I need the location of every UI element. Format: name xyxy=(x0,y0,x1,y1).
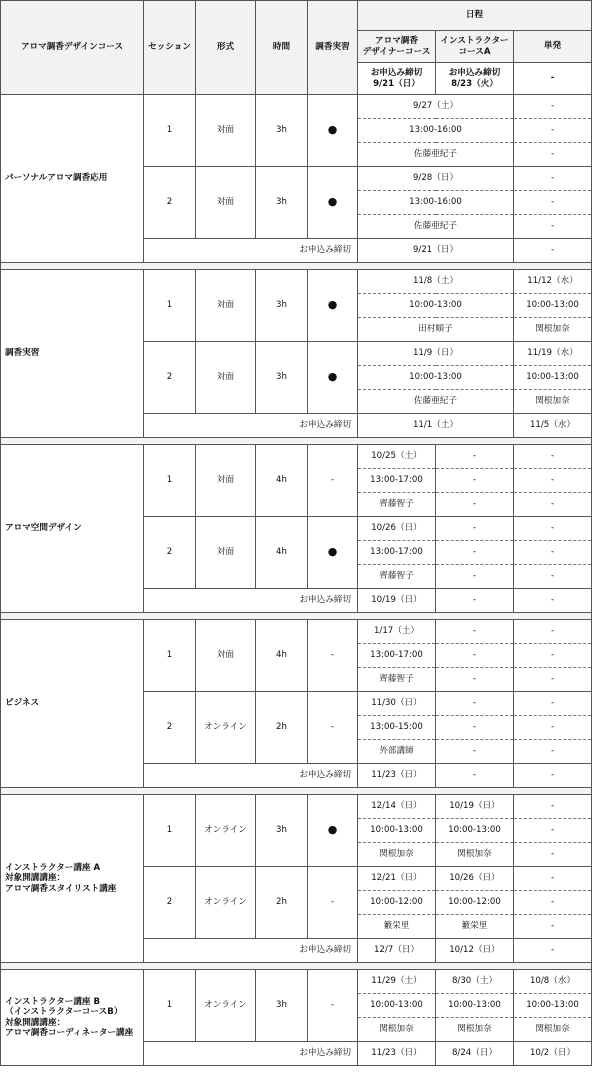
deadline-value: - xyxy=(436,589,514,613)
schedule-cell: 齊藤智子 xyxy=(358,565,436,589)
schedule-cell: 佐藤亜紀子 xyxy=(358,143,514,167)
deadline-value: - xyxy=(514,239,592,263)
schedule-cell: - xyxy=(436,493,514,517)
session-num: 1 xyxy=(144,620,196,692)
header-session: セッション xyxy=(144,1,196,95)
header-time: 時間 xyxy=(256,1,308,95)
schedule-cell: - xyxy=(514,843,592,867)
session-practice: - xyxy=(308,970,358,1042)
schedule-cell: 田村順子 xyxy=(358,318,514,342)
session-time: 3h xyxy=(256,342,308,414)
course-name-line: （インストラクターコースB） xyxy=(5,1007,123,1018)
deadline-value: 9/21（日） xyxy=(358,239,514,263)
schedule-cell: - xyxy=(514,541,592,565)
session-time: 3h xyxy=(256,970,308,1042)
deadline-value: - xyxy=(514,589,592,613)
table-row xyxy=(1,270,592,294)
course-name-line: インストラクター講座 A xyxy=(5,863,101,874)
header-single: 単発 xyxy=(514,31,592,63)
spacer-cell xyxy=(1,263,592,270)
schedule-cell: 11/9（日） xyxy=(358,342,514,366)
deadline-value: - xyxy=(436,764,514,788)
spacer-cell xyxy=(1,438,592,445)
schedule-cell: 13:00-16:00 xyxy=(358,119,514,143)
schedule-cell: - xyxy=(436,517,514,541)
schedule-cell: 10:00-13:00 xyxy=(358,294,514,318)
schedule-cell: - xyxy=(436,620,514,644)
session-practice: ● xyxy=(308,517,358,589)
session-practice: ● xyxy=(308,795,358,867)
schedule-body xyxy=(1,95,592,1066)
schedule-cell: 10/26（日） xyxy=(358,517,436,541)
session-time: 2h xyxy=(256,692,308,764)
session-practice: - xyxy=(308,620,358,692)
header-deadline-instructor: お申込み締切 8/23（火） xyxy=(436,63,514,95)
header-schedule: 日程 xyxy=(358,1,592,31)
session-time: 4h xyxy=(256,620,308,692)
course-name xyxy=(1,95,144,263)
schedule-cell: 9/28（日） xyxy=(358,167,514,191)
schedule-cell: 齊藤智子 xyxy=(358,493,436,517)
schedule-cell: - xyxy=(514,668,592,692)
schedule-cell: 関根加奈 xyxy=(514,318,592,342)
group-spacer xyxy=(1,438,592,445)
schedule-cell: 10:00-12:00 xyxy=(436,891,514,915)
schedule-cell: - xyxy=(514,915,592,939)
schedule-cell: - xyxy=(514,867,592,891)
schedule-cell: 10:00-12:00 xyxy=(358,891,436,915)
session-num: 1 xyxy=(144,95,196,167)
deadline-value: - xyxy=(514,939,592,963)
session-format: 対面 xyxy=(196,342,256,414)
schedule-cell: - xyxy=(436,445,514,469)
schedule-cell: - xyxy=(514,795,592,819)
schedule-cell: 10:00-13:00 xyxy=(358,819,436,843)
session-format: オンライン xyxy=(196,795,256,867)
schedule-cell: 関根加奈 xyxy=(514,390,592,414)
session-practice: - xyxy=(308,867,358,939)
schedule-cell: 13:00-17:00 xyxy=(358,644,436,668)
schedule-cell: - xyxy=(514,119,592,143)
schedule-cell: 12/14（日） xyxy=(358,795,436,819)
header-designer-course: アロマ調香 デザイナーコース xyxy=(358,31,436,63)
deadline-value: 10/12（日） xyxy=(436,939,514,963)
schedule-cell: 佐藤亜紀子 xyxy=(358,390,514,414)
schedule-cell: 11/30（日） xyxy=(358,692,436,716)
header-instructor-course: インストラクター コースA xyxy=(436,31,514,63)
session-num: 1 xyxy=(144,445,196,517)
course-name-line: 対象開講講座： xyxy=(5,1017,66,1028)
course-name-line: インストラクター講座 B xyxy=(5,997,101,1008)
session-time: 3h xyxy=(256,167,308,239)
schedule-cell: - xyxy=(436,668,514,692)
schedule-cell: 11/19（水） xyxy=(514,342,592,366)
schedule-cell: 10/25（土） xyxy=(358,445,436,469)
schedule-cell: 10/19（日） xyxy=(436,795,514,819)
session-num: 2 xyxy=(144,167,196,239)
schedule-cell: - xyxy=(514,191,592,215)
header-deadline-single: - xyxy=(514,63,592,95)
session-format: 対面 xyxy=(196,270,256,342)
course-name-line: アロマ空間デザイン xyxy=(5,523,82,534)
table-row xyxy=(1,445,592,469)
course-name-line: アロマ調香コーディネーター講座 xyxy=(5,1027,134,1038)
course-name-line: ビジネス xyxy=(5,698,40,709)
schedule-cell: - xyxy=(514,891,592,915)
header-course: アロマ調香デザインコース xyxy=(1,1,144,95)
group-spacer xyxy=(1,613,592,620)
table-row xyxy=(1,95,592,119)
header-format: 形式 xyxy=(196,1,256,95)
course-name-line: パーソナルアロマ調香応用 xyxy=(5,173,108,184)
session-time: 4h xyxy=(256,517,308,589)
schedule-cell: 齊藤智子 xyxy=(358,668,436,692)
course-name-line: アロマ調香スタイリスト講座 xyxy=(5,883,117,894)
table-row xyxy=(1,970,592,994)
schedule-cell: - xyxy=(436,716,514,740)
schedule-cell: 13:00-16:00 xyxy=(358,191,514,215)
course-name-line: 調香実習 xyxy=(5,348,40,359)
group-spacer xyxy=(1,263,592,270)
session-practice: ● xyxy=(308,95,358,167)
schedule-cell: 9/27（土） xyxy=(358,95,514,119)
schedule-cell: 10:00-13:00 xyxy=(514,294,592,318)
course-name xyxy=(1,970,144,1066)
header-practice: 調香実習 xyxy=(308,1,358,95)
schedule-cell: 10:00-13:00 xyxy=(514,366,592,390)
schedule-cell: - xyxy=(436,644,514,668)
session-format: 対面 xyxy=(196,445,256,517)
session-practice: ● xyxy=(308,270,358,342)
schedule-cell: - xyxy=(514,620,592,644)
session-time: 3h xyxy=(256,795,308,867)
session-num: 1 xyxy=(144,970,196,1042)
schedule-cell: - xyxy=(514,215,592,239)
schedule-cell: 籔栄里 xyxy=(436,915,514,939)
schedule-cell: - xyxy=(514,493,592,517)
deadline-value: 11/5（水） xyxy=(514,414,592,438)
schedule-cell: - xyxy=(436,692,514,716)
schedule-cell: 関根加奈 xyxy=(358,843,436,867)
session-time: 2h xyxy=(256,867,308,939)
schedule-cell: - xyxy=(436,565,514,589)
course-name xyxy=(1,270,144,438)
schedule-cell: 11/8（土） xyxy=(358,270,514,294)
deadline-value: 11/23（日） xyxy=(358,764,436,788)
course-name-line: 対象開講講座： xyxy=(5,873,66,884)
deadline-label: お申込み締切 xyxy=(144,239,358,263)
session-practice: ● xyxy=(308,167,358,239)
session-format: 対面 xyxy=(196,95,256,167)
session-num: 1 xyxy=(144,270,196,342)
session-format: オンライン xyxy=(196,867,256,939)
schedule-cell: - xyxy=(514,469,592,493)
schedule-cell: 11/12（水） xyxy=(514,270,592,294)
schedule-cell: 佐藤亜紀子 xyxy=(358,215,514,239)
schedule-cell: 外部講師 xyxy=(358,740,436,764)
schedule-cell: - xyxy=(436,740,514,764)
deadline-label: お申込み締切 xyxy=(144,939,358,963)
session-practice: ● xyxy=(308,342,358,414)
session-num: 2 xyxy=(144,692,196,764)
deadline-label: お申込み締切 xyxy=(144,764,358,788)
session-time: 3h xyxy=(256,270,308,342)
schedule-cell: 10:00-13:00 xyxy=(514,994,592,1018)
schedule-cell: 10:00-13:00 xyxy=(436,819,514,843)
schedule-cell: - xyxy=(514,819,592,843)
deadline-value: 8/24（日） xyxy=(436,1042,514,1066)
schedule-cell: - xyxy=(514,167,592,191)
table-row xyxy=(1,795,592,819)
course-name xyxy=(1,795,144,963)
session-num: 1 xyxy=(144,795,196,867)
schedule-cell: 1/17（土） xyxy=(358,620,436,644)
deadline-value: 10/2（日） xyxy=(514,1042,592,1066)
schedule-cell: 11/29（土） xyxy=(358,970,436,994)
schedule-cell: - xyxy=(514,740,592,764)
schedule-cell: - xyxy=(514,716,592,740)
deadline-value: 11/23（日） xyxy=(358,1042,436,1066)
session-time: 3h xyxy=(256,95,308,167)
schedule-cell: - xyxy=(514,692,592,716)
session-practice: - xyxy=(308,445,358,517)
header-deadline-designer: お申込み締切 9/21（日） xyxy=(358,63,436,95)
schedule-cell: 10:00-13:00 xyxy=(358,994,436,1018)
schedule-cell: 関根加奈 xyxy=(514,1018,592,1042)
schedule-cell: - xyxy=(514,445,592,469)
schedule-cell: - xyxy=(436,469,514,493)
table-row xyxy=(1,620,592,644)
schedule-cell: - xyxy=(514,565,592,589)
schedule-cell: 10/26（日） xyxy=(436,867,514,891)
session-format: 対面 xyxy=(196,167,256,239)
schedule-cell: 13:00-17:00 xyxy=(358,541,436,565)
schedule-cell: 12/21（日） xyxy=(358,867,436,891)
schedule-cell: 関根加奈 xyxy=(436,843,514,867)
spacer-cell xyxy=(1,963,592,970)
deadline-value: - xyxy=(514,764,592,788)
session-num: 2 xyxy=(144,517,196,589)
spacer-cell xyxy=(1,788,592,795)
schedule-cell: 13:00-15:00 xyxy=(358,716,436,740)
deadline-label: お申込み締切 xyxy=(144,589,358,613)
schedule-cell: - xyxy=(436,541,514,565)
group-spacer xyxy=(1,788,592,795)
schedule-cell: 10:00-13:00 xyxy=(436,994,514,1018)
session-format: オンライン xyxy=(196,692,256,764)
schedule-cell: 籔栄里 xyxy=(358,915,436,939)
session-format: 対面 xyxy=(196,620,256,692)
deadline-value: 12/7（日） xyxy=(358,939,436,963)
deadline-value: 10/19（日） xyxy=(358,589,436,613)
course-name xyxy=(1,620,144,788)
deadline-value: 11/1（土） xyxy=(358,414,514,438)
schedule-cell: - xyxy=(514,644,592,668)
group-spacer xyxy=(1,963,592,970)
session-practice: - xyxy=(308,692,358,764)
schedule-cell: - xyxy=(514,143,592,167)
deadline-label: お申込み締切 xyxy=(144,1042,358,1066)
session-format: 対面 xyxy=(196,517,256,589)
schedule-cell: 13:00-17:00 xyxy=(358,469,436,493)
schedule-cell: 10:00-13:00 xyxy=(358,366,514,390)
session-num: 2 xyxy=(144,867,196,939)
schedule-cell: 8/30（土） xyxy=(436,970,514,994)
header-row-top xyxy=(1,1,592,31)
session-num: 2 xyxy=(144,342,196,414)
spacer-cell xyxy=(1,613,592,620)
session-time: 4h xyxy=(256,445,308,517)
course-name xyxy=(1,445,144,613)
schedule-cell: - xyxy=(514,95,592,119)
schedule-cell: 関根加奈 xyxy=(436,1018,514,1042)
schedule-cell: - xyxy=(514,517,592,541)
session-format: オンライン xyxy=(196,970,256,1042)
deadline-label: お申込み締切 xyxy=(144,414,358,438)
schedule-cell: 10/8（水） xyxy=(514,970,592,994)
schedule-cell: 関根加奈 xyxy=(358,1018,436,1042)
